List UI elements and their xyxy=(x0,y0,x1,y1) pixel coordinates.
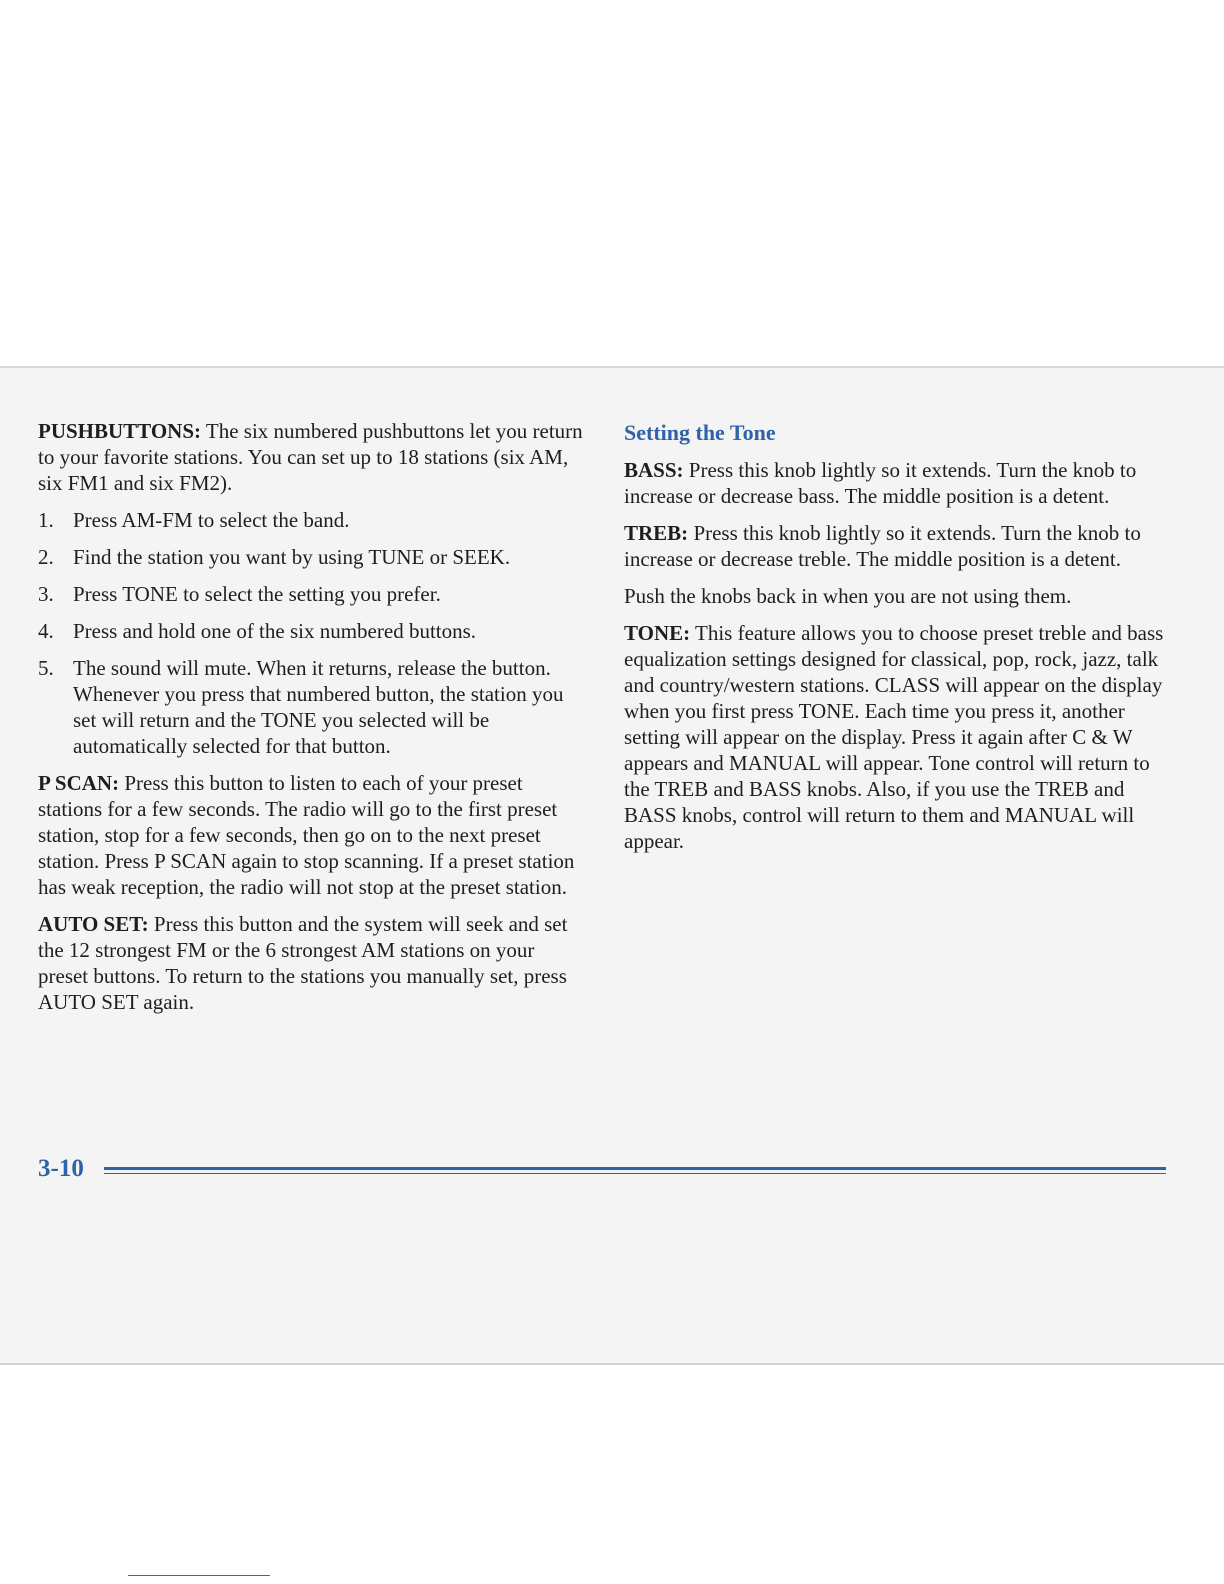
bass-paragraph xyxy=(624,457,1169,509)
page-number: 3-10 xyxy=(38,1155,84,1182)
bass-text: Press this knob lightly so it extends. Turn the knob to increase or decrease bass. The middle position is a detent. xyxy=(624,458,1137,508)
right-column xyxy=(624,418,1169,865)
step-number: 5. xyxy=(38,656,54,680)
push-back-paragraph: Push the knobs back in when you are not using them. xyxy=(624,584,1072,608)
autoset-text: Press this button and the system will seek and set the 12 strongest FM or the 6 strongest AM stations on your preset buttons. To return to the stations you manually set, press AUTO SET again. xyxy=(38,912,568,1014)
preset-steps-list xyxy=(38,507,586,759)
step-text: Press TONE to select the setting you prefer. xyxy=(73,582,441,606)
bass-lead: BASS: xyxy=(624,458,684,482)
page-footer xyxy=(38,1155,1166,1185)
pscan-lead: P SCAN: xyxy=(38,771,120,795)
step-text: Find the station you want by using TUNE or SEEK. xyxy=(73,545,511,569)
list-item xyxy=(38,544,586,570)
tone-text: This feature allows you to choose preset treble and bass equalization settings designed for classical, pop, rock, jazz, talk and country/western stations. CLASS will appear on the display when you first press TONE. Each time you press it, another setting will appear on the display. Press it again after C & W appears and MANUAL will appear. Tone control will return to the TREB and BASS knobs. Also, if you use the TREB and BASS knobs, control will return to them and MANUAL will appear. xyxy=(624,621,1164,853)
bottom-link-underline xyxy=(128,1575,270,1576)
pscan-paragraph xyxy=(38,770,586,900)
autoset-lead: AUTO SET: xyxy=(38,912,149,936)
list-item xyxy=(38,507,586,533)
pushbuttons-text: The six numbered pushbuttons let you return to your favorite stations. You can set up to 18 stations (six AM, six FM1 and six FM2). xyxy=(38,419,583,495)
step-text: The sound will mute. When it returns, release the button. Whenever you press that numbered button, the station you set will return and the TONE you selected will be automatically selected for that button. xyxy=(73,656,564,758)
list-item xyxy=(38,655,586,759)
treb-paragraph xyxy=(624,520,1169,572)
pushbuttons-lead: PUSHBUTTONS: xyxy=(38,419,201,443)
tone-paragraph xyxy=(624,620,1169,854)
treb-lead: TREB: xyxy=(624,521,689,545)
page-top-edge xyxy=(0,366,1224,368)
list-item xyxy=(38,618,586,644)
step-number: 2. xyxy=(38,545,54,569)
section-heading: Setting the Tone xyxy=(624,420,776,445)
page-bottom-edge xyxy=(0,1363,1224,1365)
footer-rule-thin xyxy=(104,1173,1166,1174)
autoset-paragraph xyxy=(38,911,586,1015)
pushbuttons-paragraph xyxy=(38,418,586,496)
step-number: 1. xyxy=(38,508,54,532)
step-number: 4. xyxy=(38,619,54,643)
step-text: Press AM-FM to select the band. xyxy=(73,508,350,532)
pscan-text: Press this button to listen to each of your preset stations for a few seconds. The radio will go to the first preset station, stop for a few seconds, then go on to the next preset station. Press P SCAN again to stop scanning. If a preset station has weak reception, the radio will not stop at the preset station. xyxy=(38,771,575,899)
step-text: Press and hold one of the six numbered buttons. xyxy=(73,619,477,643)
tone-lead: TONE: xyxy=(624,621,691,645)
treb-text: Press this knob lightly so it extends. Turn the knob to increase or decrease treble. The middle position is a detent. xyxy=(624,521,1141,571)
footer-rule xyxy=(104,1167,1166,1170)
step-number: 3. xyxy=(38,582,54,606)
list-item xyxy=(38,581,586,607)
left-column xyxy=(38,418,586,1026)
